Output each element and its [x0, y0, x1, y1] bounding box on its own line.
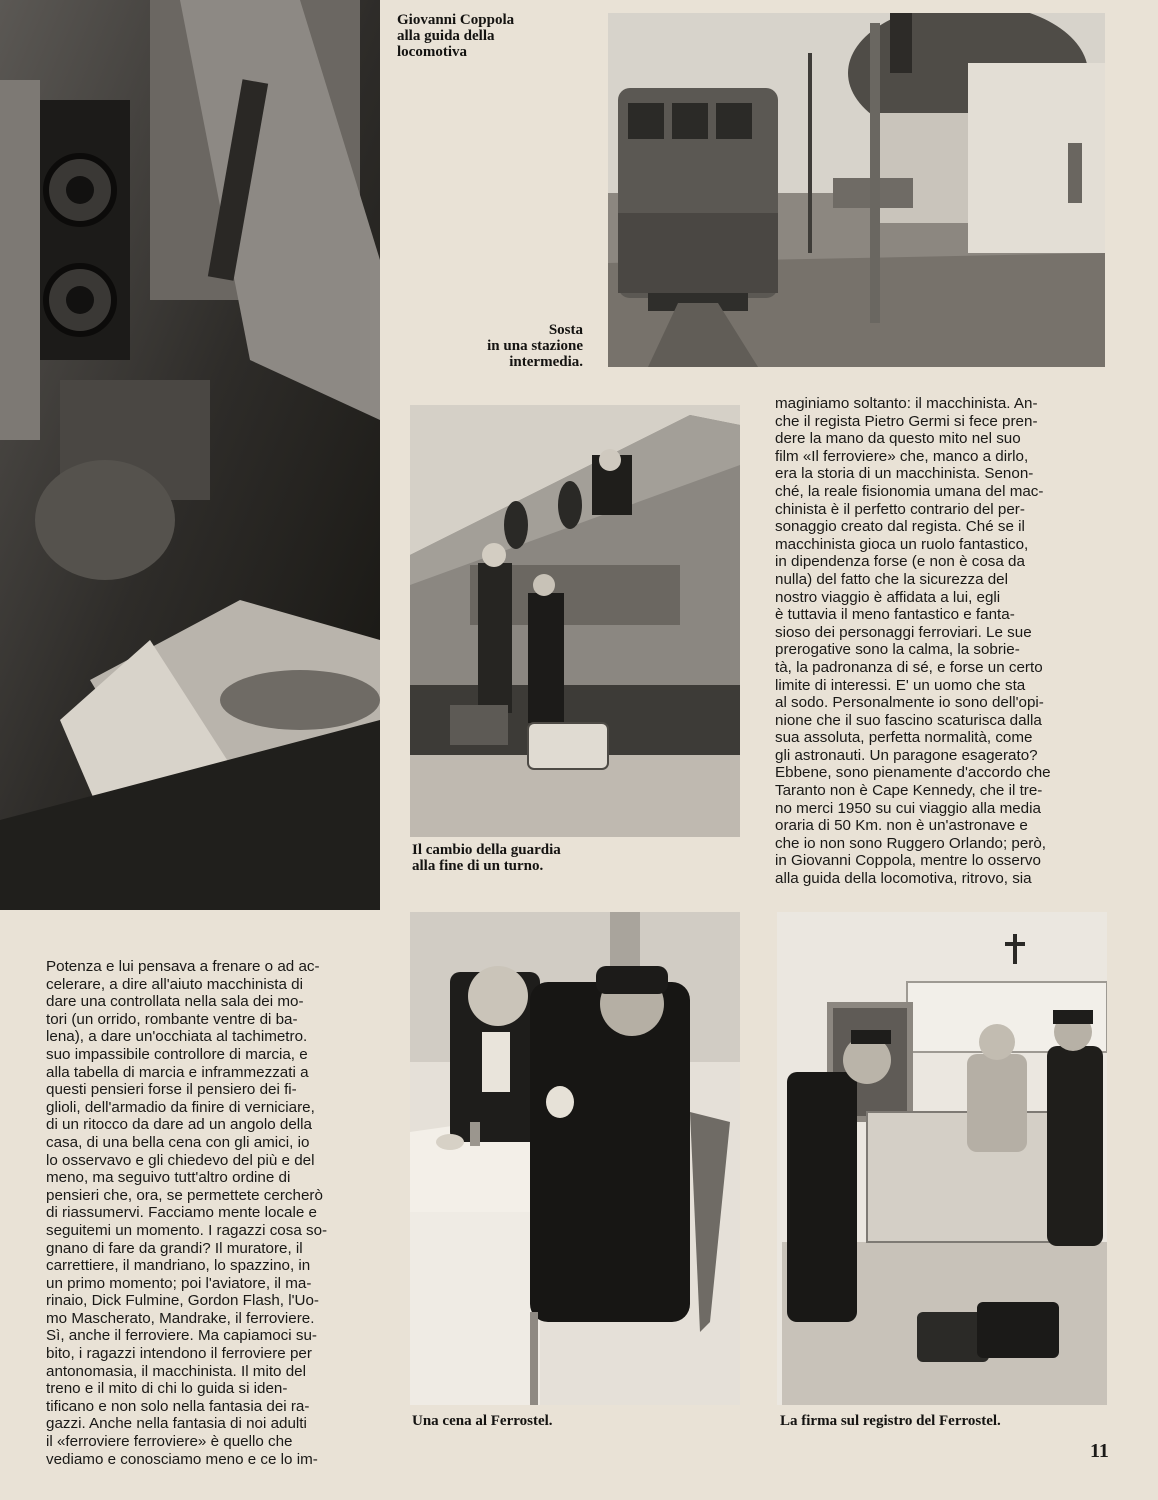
article-line: al sodo. Personalmente io sono dell'opi-: [775, 694, 1044, 712]
cab-interior-photo: [0, 0, 380, 910]
article-column-left: [46, 958, 378, 1468]
article-line: gli astronauti. Un paragone esagerato?: [775, 746, 1038, 764]
article-line: sioso dei personaggi ferroviari. Le sue: [775, 623, 1032, 641]
article-line: era la storia di un macchinista. Senon-: [775, 465, 1034, 483]
article-line: chinista è il perfetto contrario del per-: [775, 500, 1025, 518]
caption-guard: Il cambio della guardia alla fine di un turno.: [412, 842, 561, 874]
article-line: celerare, a dire all'aiuto macchinista di: [46, 975, 303, 993]
caption-cab: Giovanni Coppola alla guida della locomotiva: [397, 12, 515, 60]
article-line: di un ritocco da dare ad un angolo della: [46, 1116, 312, 1134]
article-line: Sì, anche il ferroviere. Ma capiamoci su-: [46, 1327, 317, 1345]
article-line: ché, la reale fisionomia umana del mac-: [775, 482, 1044, 500]
article-line: alla guida della locomotiva, ritrovo, sia: [775, 870, 1032, 888]
article-line: dere la mano da questo mito nel suo: [775, 430, 1021, 448]
article-line: pensieri che, ora, se permettete cercherò: [46, 1186, 323, 1204]
article-line: nulla) del fatto che la sicurezza del: [775, 570, 1009, 588]
article-line: gazzi. Anche nella fantasia di noi adulti: [46, 1415, 307, 1433]
register-photo: [777, 912, 1107, 1405]
caption-station: Sosta in una stazione intermedia.: [487, 322, 583, 370]
article-line: tà, la padronanza di sé, e forse un certo: [775, 658, 1043, 676]
article-line: antonomasia, il macchinista. Il mito del: [46, 1362, 306, 1380]
article-line: nione che il suo fascino scaturisca dalla: [775, 711, 1042, 729]
article-line: il «ferroviere ferroviere» è quello che: [46, 1433, 293, 1451]
article-line: lena), a dare un'occhiata al tachimetro.: [46, 1028, 308, 1046]
article-line: dare una controllata nella sala dei mo-: [46, 993, 304, 1011]
article-line: bito, i ragazzi intendono il ferroviere per: [46, 1345, 312, 1363]
article-line: casa, di una bella cena con gli amici, io: [46, 1133, 310, 1151]
article-line: oraria di 50 Km. non è un'astronave e: [775, 817, 1028, 835]
article-line: suo impassibile controllore di marcia, e: [46, 1045, 308, 1063]
article-line: lo osservavo e gli chiedevo del più e del: [46, 1151, 315, 1169]
article-line: meno, ma seguivo tutt'altro ordine di: [46, 1169, 291, 1187]
article-line: macchinista gioca un ruolo fantastico,: [775, 535, 1029, 553]
caption-dinner: Una cena al Ferrostel.: [412, 1413, 553, 1429]
article-line: maginiamo soltanto: il macchinista. An-: [775, 395, 1038, 412]
article-line: Potenza e lui pensava a frenare o ad ac-: [46, 958, 320, 975]
article-line: in dipendenza forse (e non è cosa da: [775, 553, 1025, 571]
article-line: film «Il ferroviere» che, manco a dirlo,: [775, 447, 1029, 465]
station-photo: [608, 13, 1105, 367]
article-line: rinaio, Dick Fulmine, Gordon Flash, l'Uo-: [46, 1292, 319, 1310]
article-line: mo Mascherato, Mandrake, il ferroviere.: [46, 1309, 315, 1327]
article-line: no merci 1950 su cui viaggio alla media: [775, 799, 1041, 817]
article-line: è tuttavia il meno fantastico e fanta-: [775, 606, 1015, 624]
article-line: treno e il mito di chi lo guida si iden-: [46, 1380, 288, 1398]
article-line: un primo momento; poi l'aviatore, il ma-: [46, 1274, 312, 1292]
article-line: che io non sono Ruggero Orlando; però,: [775, 834, 1047, 852]
article-column-right: [775, 395, 1107, 888]
article-line: prerogative sono la calma, la sobrie-: [775, 641, 1020, 659]
article-line: Ebbene, sono pienamente d'accordo che: [775, 764, 1051, 782]
article-line: sua assoluta, perfetta normalità, come: [775, 729, 1033, 747]
article-line: seguitemi un momento. I ragazzi cosa so-: [46, 1221, 328, 1239]
article-line: tori (un orrido, rombante ventre di ba-: [46, 1010, 298, 1028]
article-line: sonaggio creato dal regista. Ché se il: [775, 518, 1025, 536]
article-line: tificano e non solo nella fantasia dei ra-: [46, 1397, 310, 1415]
article-line: vediamo e conosciamo meno e ce lo im-: [46, 1450, 318, 1468]
article-line: che il regista Pietro Germi si fece pren-: [775, 412, 1038, 430]
caption-register: La firma sul registro del Ferrostel.: [780, 1413, 1001, 1429]
page-number: 11: [1090, 1440, 1109, 1462]
article-line: Taranto non è Cape Kennedy, che il tre-: [775, 782, 1043, 800]
article-line: di riassumervi. Facciamo mente locale e: [46, 1204, 317, 1222]
article-line: nostro viaggio è affidata a lui, egli: [775, 588, 1001, 606]
guard-change-photo: [410, 405, 740, 837]
article-line: questi pensieri forse il pensiero dei fi-: [46, 1081, 297, 1099]
article-line: limite di interessi. E' un uomo che sta: [775, 676, 1026, 694]
article-line: alla tabella di marcia e inframmezzati a: [46, 1063, 309, 1081]
dinner-photo: [410, 912, 740, 1405]
article-line: gnano di fare da grandi? Il muratore, il: [46, 1239, 303, 1257]
article-line: in Giovanni Coppola, mentre lo osservo: [775, 852, 1041, 870]
article-line: carrettiere, il mandriano, lo spazzino, in: [46, 1257, 311, 1275]
article-line: glioli, dell'armadio da finire di verniciare,: [46, 1098, 315, 1116]
